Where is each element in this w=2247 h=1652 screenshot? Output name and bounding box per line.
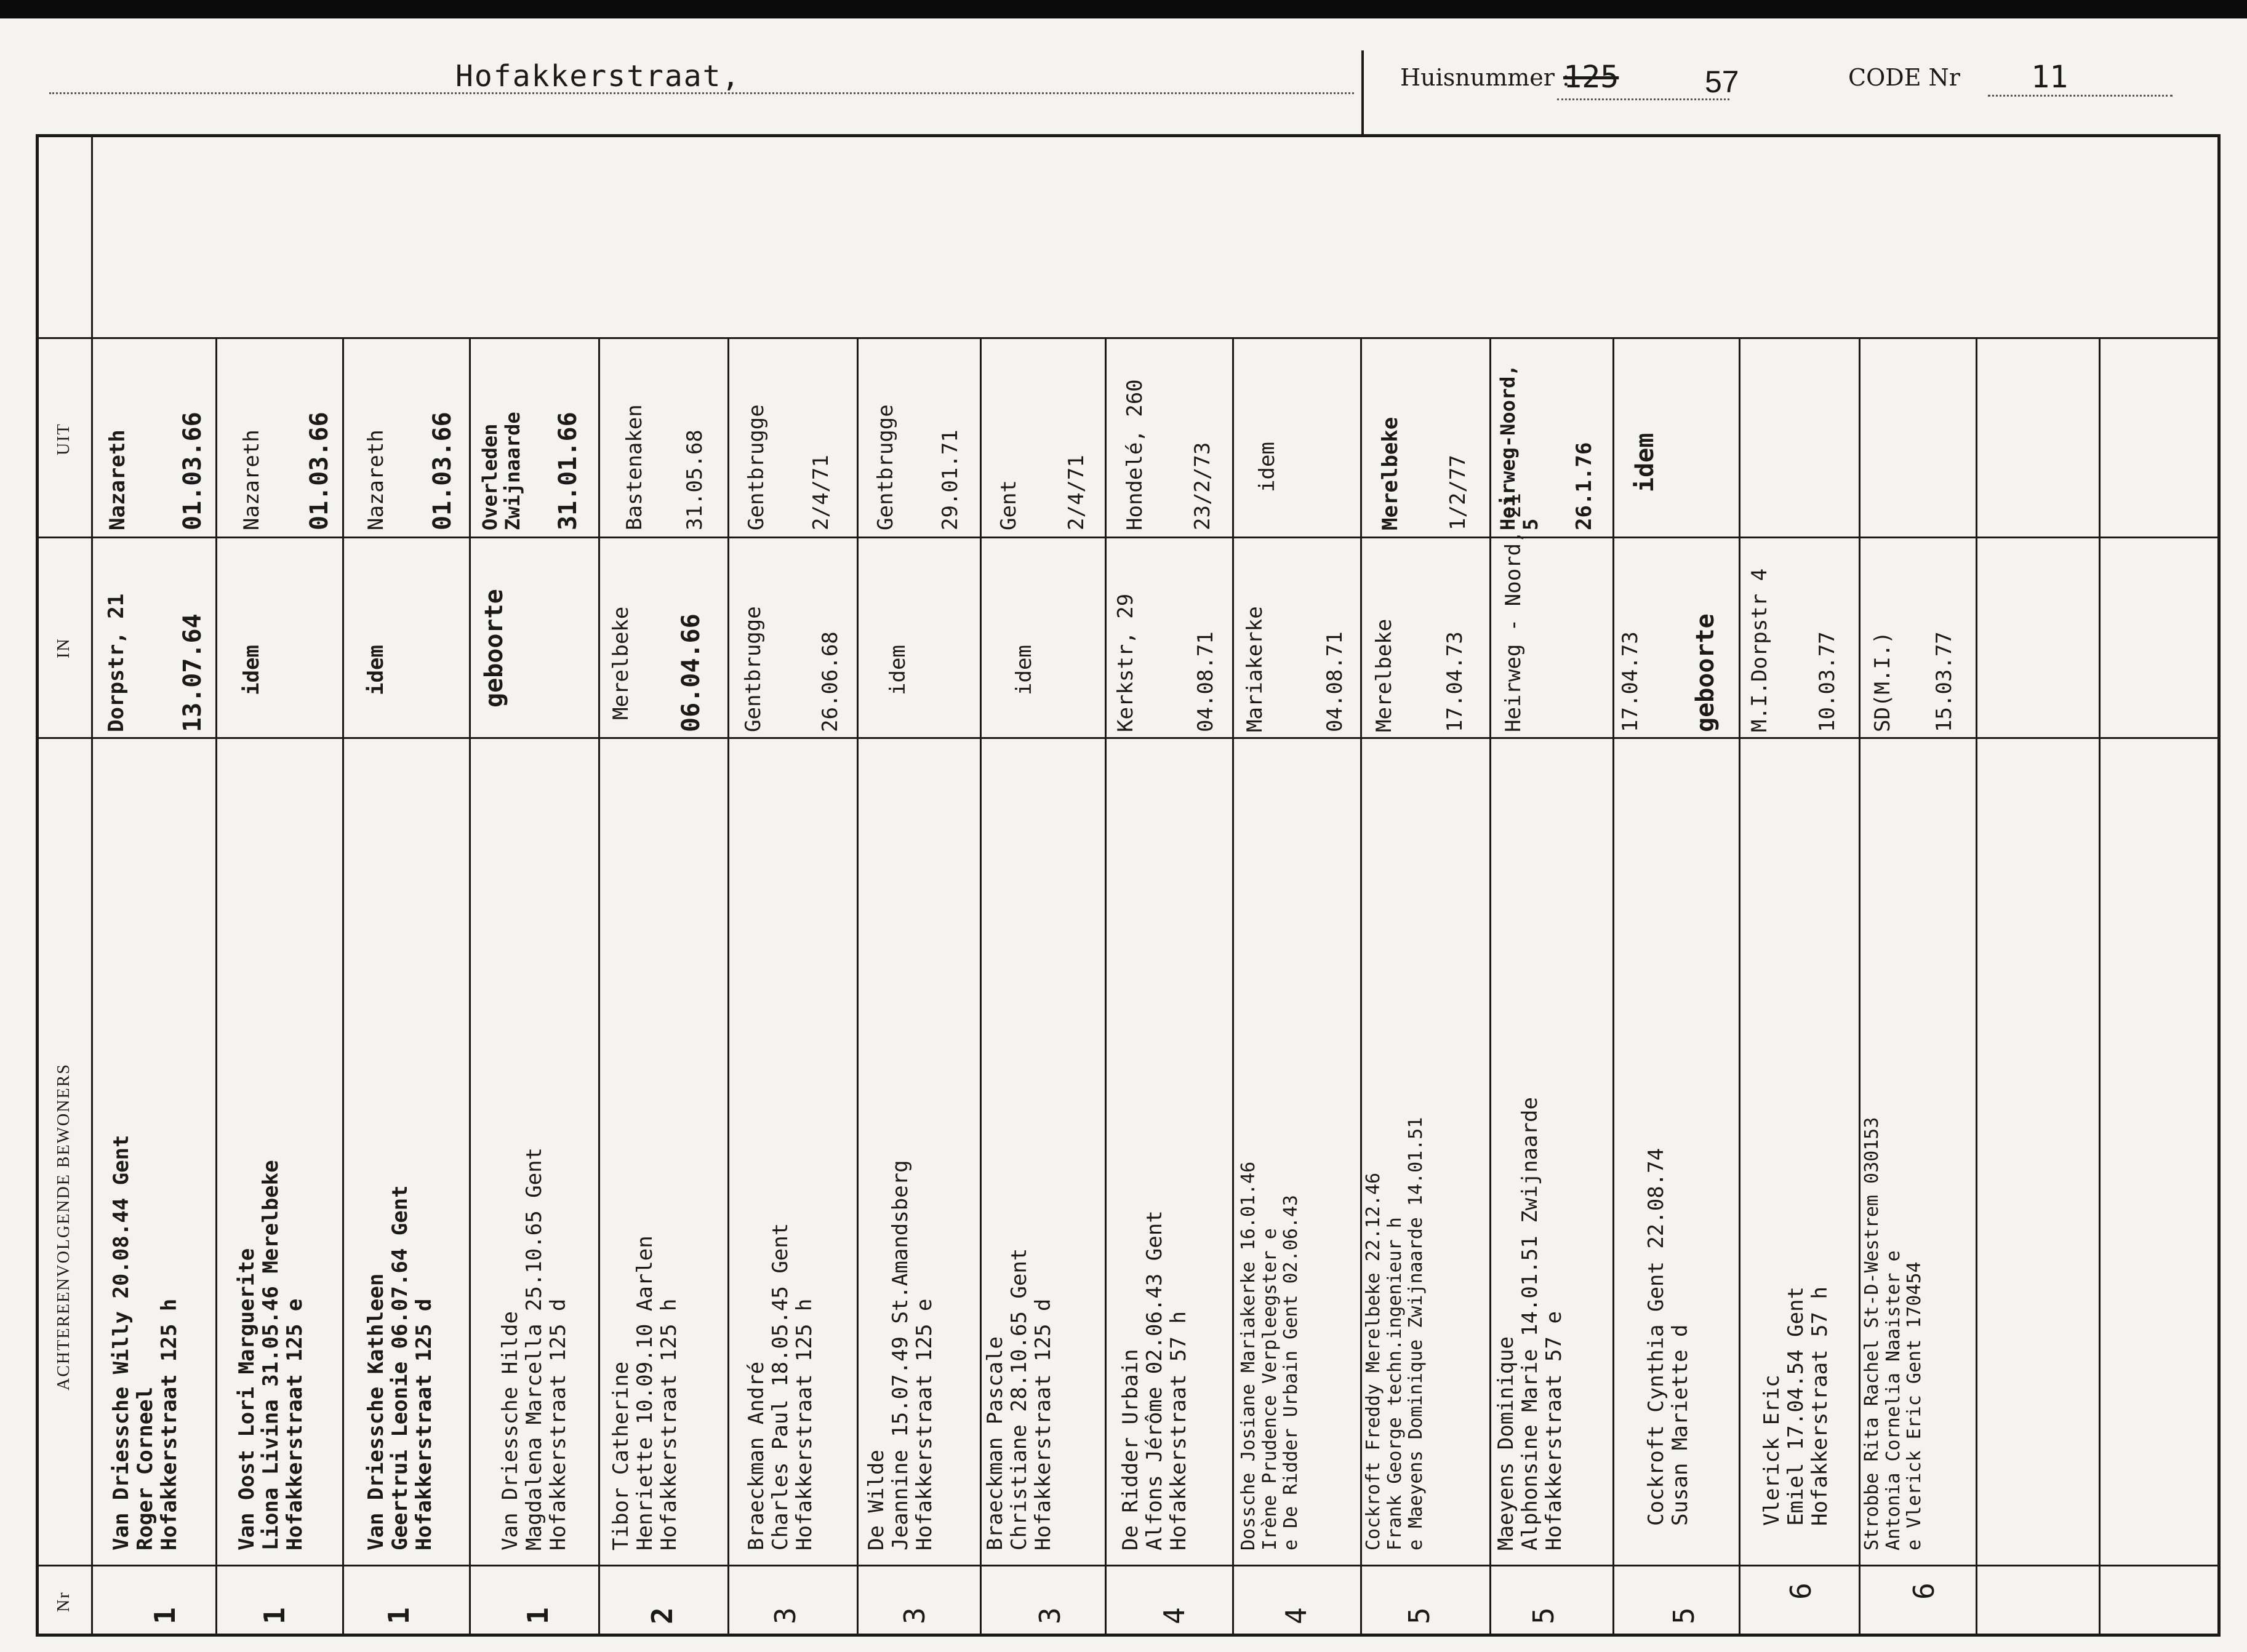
in-place: Kerkstr, 29 [1113,593,1138,732]
row-nr: 3 [898,1607,931,1624]
row-nr: 5 [1403,1607,1436,1624]
resident-entry: Strobbe Rita Rachel St-D-Westrem 030153 Antonia Cornelia Naaister e e Vlerick Eric Gent 170454 [1861,1117,1925,1550]
row-nr: 1 [382,1607,415,1624]
band-line-bewoners-top [36,737,2221,739]
in-date: 04.08.71 [1193,631,1218,732]
row-divider [1489,337,1491,1635]
row-divider [469,337,471,1635]
huisnummer-label: Huisnummer : [1400,64,1570,91]
uit-place: Nazareth [105,429,130,530]
uit-place: Bastenaken [622,404,647,530]
resident-entry: Tibor Catherine Henriette 10.09.10 Aarlen Hofakkerstraat 125 h [609,1235,682,1550]
in-place: Dorpstr, 21 [104,593,129,732]
huisnummer-dotted-line [1557,98,1729,100]
in-date: 04.08.71 [1323,631,1347,732]
row-divider [1232,337,1234,1635]
row-nr: 4 [1280,1607,1313,1624]
in-date: 26.06.68 [818,631,843,732]
huisnummer-old: 125 [1563,59,1619,95]
scan-top-border [0,0,2247,18]
uit-place: Hondelé, 260 [1123,379,1147,530]
row-nr: 5 [1527,1607,1560,1624]
resident-entry: Cockroft Freddy Merelbeke 22.12.46 Frank George techn.ingenieur h e Maeyens Dominique Zwijnaarde 14.01.51 [1363,1117,1427,1550]
uit-place: Nazareth [239,429,264,530]
in-place: Merelbeke [1372,618,1396,732]
in-place: M.I.Dorpstr 4 [1747,568,1772,732]
code-dotted-line [1988,95,2173,97]
uit-date: 01.03.66 [428,412,457,530]
in-place: Heirweg - Noord, 21 [1501,493,1526,732]
uit-place: Overleden Zwijnaarde [478,412,524,530]
uit-place: Merelbeke [1378,417,1403,530]
resident-entry: Van Driessche Willy 20.08.44 Gent Roger Corneel Hofakkerstraat 125 h [109,1135,182,1550]
row-divider [1612,337,1614,1635]
street-dotted-line [49,92,1354,94]
row-divider [342,337,344,1635]
uit-date: 23/2/73 [1190,442,1215,530]
column-label-in: IN [54,637,73,658]
column-label-nr: Nr [54,1591,73,1612]
resident-entry: Maeyens Dominique Alphonsine Marie 14.01.51 Zwijnaarde Hofakkerstraat 57 e [1494,1097,1567,1550]
header-divider [1361,50,1364,134]
in-place: SD(M.I.) [1870,631,1895,732]
in-place: idem [886,645,910,695]
uit-date: 31.05.68 [683,429,707,530]
band-line-nr-top [36,1565,2221,1566]
in-place: idem [364,645,388,695]
table-top-border [36,134,2221,137]
row-divider [1976,337,1977,1635]
band-line-uit-top [36,337,2221,339]
resident-entry: Van Driessche Hilde Magdalena Marcella 25.10.65 Gent Hofakkerstraat 125 d [498,1147,571,1550]
in-date: 15.03.77 [1932,631,1957,732]
row-nr: 1 [521,1607,555,1624]
row-divider [727,337,729,1635]
in-date: 13.07.64 [178,613,207,732]
resident-entry: Braeckman André Charles Paul 18.05.45 Gent Hofakkerstraat 125 h [744,1223,817,1550]
row-divider [1739,337,1740,1635]
in-place: Mariakerke [1243,606,1267,732]
row-nr: 5 [1667,1607,1700,1624]
resident-entry: De Ridder Urbain Alfons Jérôme 02.06.43 Gent Hofakkerstraat 57 h [1118,1210,1192,1550]
in-place: idem [1012,645,1036,695]
row-divider [1105,337,1107,1635]
huisnummer-new: 57 [1705,65,1739,99]
in-place: geboorte [480,589,508,708]
in-place: Gentbrugge [741,606,766,732]
table-bottom-border [36,1634,2221,1637]
row-nr: 3 [769,1607,802,1624]
uit-date: 1/2/77 [1446,455,1470,530]
in-place: Merelbeke [609,606,633,720]
row-nr: 1 [258,1607,291,1624]
uit-date: 29.01.71 [938,429,963,530]
uit-date: 01.03.66 [305,412,334,530]
code-label: CODE Nr [1848,64,1960,91]
row-divider [215,337,217,1635]
label-column-divider [91,134,93,1635]
uit-date: 2/4/71 [1064,455,1089,530]
uit-place: Gentbrugge [873,404,898,530]
resident-entry: Vlerick Eric Emiel 17.04.54 Gent Hofakkerstraat 57 h [1760,1287,1833,1526]
row-nr: 1 [148,1607,182,1624]
in-date: 10.03.77 [1815,631,1840,732]
row-nr: 6 [1907,1582,1941,1600]
resident-entry: Dossche Josiane Mariakerke 16.01.46 Irène Prudence Verpleegster e e De Ridder Urbain Gent 02.06.43 [1238,1161,1302,1550]
uit-place: Nazareth [364,429,388,530]
row-divider [857,337,859,1635]
uit-place: idem [1631,433,1659,492]
uit-date: 2/4/71 [809,455,833,530]
uit-place: idem [1255,442,1280,492]
row-divider [2099,337,2101,1635]
row-divider [1360,337,1362,1635]
band-line-in-top [36,537,2221,538]
column-label-uit: UIT [54,423,73,455]
row-nr: 3 [1033,1607,1067,1624]
table-right-border [2217,134,2221,1635]
uit-date: 01.03.66 [178,412,207,530]
row-nr: 2 [646,1607,679,1624]
in-date: 06.04.66 [677,613,705,732]
row-divider [980,337,982,1635]
street-name: Hofakkerstraat, [455,59,741,94]
row-divider [598,337,600,1635]
uit-place: Gentbrugge [744,404,769,530]
row-nr: 4 [1158,1607,1191,1624]
in-place: geboorte [1691,613,1720,732]
resident-entry: Van Driessche Kathleen Geertrui Leonie 06.07.64 Gent Hofakkerstraat 125 d [364,1185,437,1550]
row-nr: 6 [1784,1582,1817,1600]
table-left-border [36,134,39,1635]
resident-entry: Cockroft Cynthia Gent 22.08.74 Susan Mariette d [1644,1147,1693,1526]
uit-place: Gent [996,480,1021,530]
resident-entry: Braeckman Pascale Christiane 28.10.65 Gent Hofakkerstraat 125 d [983,1248,1056,1550]
in-date: 17.04.73 [1443,631,1467,732]
uit-date: 26.1.76 [1572,442,1596,530]
row-divider [1859,337,1860,1635]
column-label-bewoners: ACHTEREENVOLGENDE BEWONERS [54,1063,73,1391]
in-place: idem [239,645,264,695]
resident-entry: Van Oost Lori Marguerite Liona Livina 31.05.46 Merelbeke Hofakkerstraat 125 e [234,1160,308,1550]
code-value: 11 [2031,59,2069,95]
uit-place: Heirweg-Noord, 5 [1496,364,1542,530]
in-date: 17.04.73 [1618,631,1643,732]
resident-entry: De Wilde Jeannine 15.07.49 St.Amandsberg Hofakkerstraat 125 e [864,1160,937,1550]
uit-date: 31.01.66 [554,412,582,530]
